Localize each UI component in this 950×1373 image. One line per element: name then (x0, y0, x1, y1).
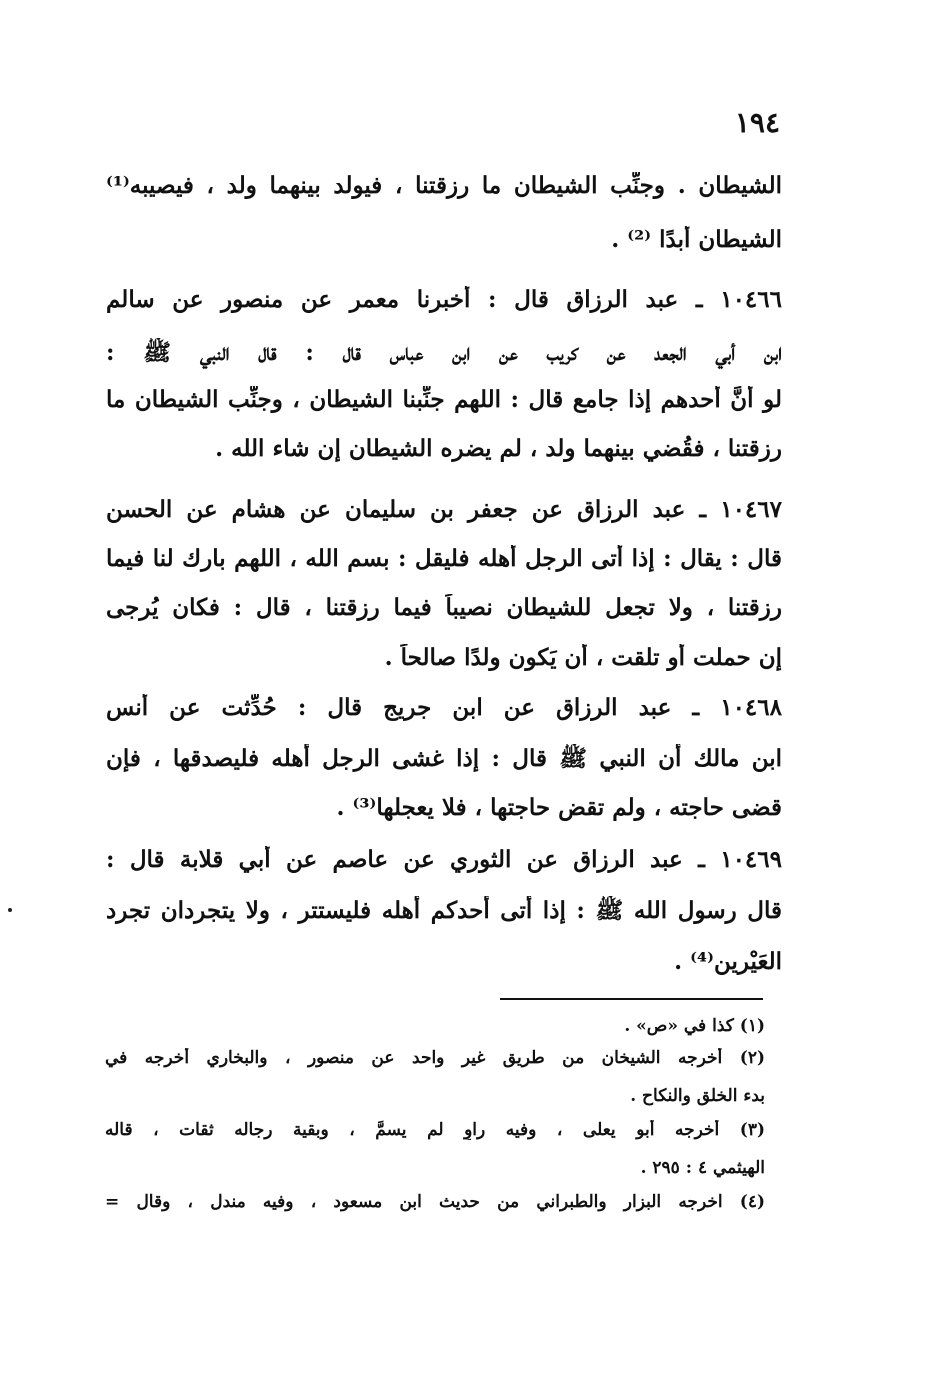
hadith-heading-line: ١٠٤٦٧ ـ عبد الرزاق عن جعفر بن سليمان عن هشام عن الحسن (106, 496, 782, 523)
footnote-line: بدء الخلق والنكاح . (630, 1086, 765, 1106)
text-line: الشيطان أبدًا ⁽²⁾ . (611, 226, 782, 253)
footnote-line: (١) كذا في «ص» . (624, 1016, 765, 1036)
text-line: رزقتنا ، فقُضي بينهما ولد ، لم يضره الشيطان إن شاء الله . (215, 435, 782, 462)
text-line: قال رسول الله ﷺ : إذا أتى أحدكم أهله فليستتر ، ولا يتجردان تجرد (106, 897, 782, 924)
footnote-line: (٣) أخرجه أبو يعلى ، وفيه راوٍ لم يسمَّ ، وبقية رجاله ثقات ، قاله (105, 1120, 765, 1140)
text-line: الشيطان . وجنِّب الشيطان ما رزقتنا ، فيولد بينهما ولد ، فيصيبه⁽¹⁾ (106, 172, 782, 199)
text-line: قال : يقال : إذا أتى الرجل أهله فليقل : بسم الله ، اللهم بارك لنا فيما (106, 545, 782, 572)
text-line: قضى حاجته ، ولم تقض حاجتها ، فلا يعجلها⁽³⁾ . (336, 794, 782, 821)
hadith-heading-line: ١٠٤٦٦ ـ عبد الرزاق قال : أخبرنا معمر عن منصور عن سالم (106, 286, 782, 313)
footnote-line: الهيثمي ٤ : ٢٩٥ . (640, 1158, 765, 1178)
text-line: رزقتنا ، ولا تجعل للشيطان نصيباً فيما رزقتنا ، قال : فكان يُرجى (106, 594, 782, 621)
text-line: ابن مالك أن النبي ﷺ قال : إذا غشى الرجل أهله فليصدقها ، فإن (106, 745, 782, 772)
footnote-line: (٤) اخرجه البزار والطبراني من حديث ابن مسعود ، وفيه مندل ، وقال = (105, 1192, 765, 1212)
text-line: ابن أبي الجعد عن كريب عن ابن عباس قال : قال النبي ﷺ : (106, 339, 782, 366)
footnote-separator (500, 998, 763, 1000)
footnote-line: (٢) أخرجه الشيخان من طريق غير واحد عن منصور ، والبخاري أخرجه في (105, 1048, 765, 1068)
hadith-heading-line: ١٠٤٦٩ ـ عبد الرزاق عن الثوري عن عاصم عن أبي قلابة قال : (106, 846, 782, 873)
hadith-heading-line: ١٠٤٦٨ ـ عبد الرزاق عن ابن جريج قال : حُدِّثت عن أنس (106, 694, 782, 721)
text-line: العَيْرين⁽⁴⁾ . (674, 948, 782, 975)
text-line: إن حملت أو تلقت ، أن يَكون ولدًا صالحاً . (384, 644, 782, 671)
scan-speck (8, 908, 12, 912)
text-line: لو أنَّ أحدهم إذا جامع قال : اللهم جنِّبنا الشيطان ، وجنِّب الشيطان ما (106, 386, 782, 413)
page-number: ١٩٤ (734, 106, 780, 139)
